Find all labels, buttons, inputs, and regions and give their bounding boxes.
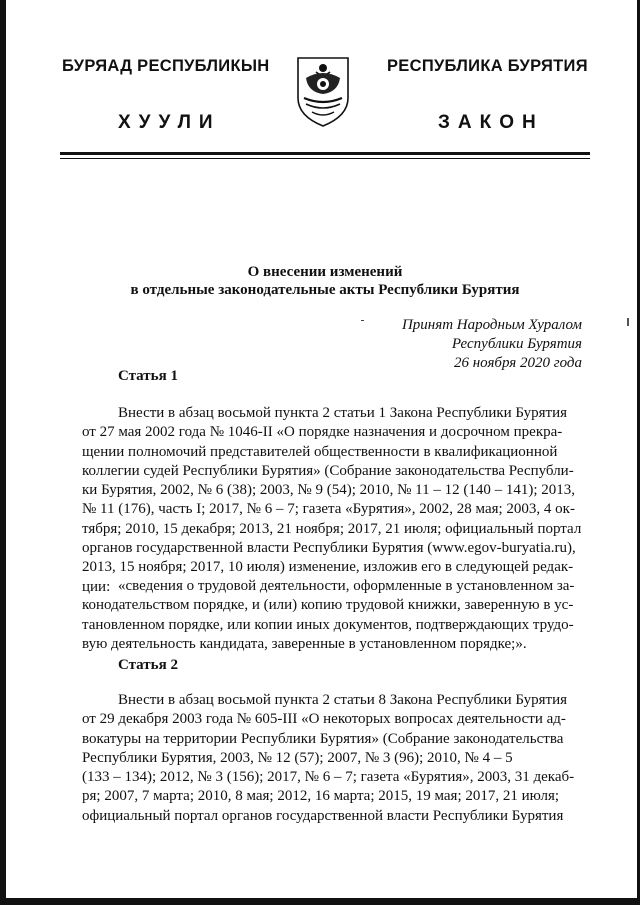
text-line: ря; 2007, 7 марта; 2010, 8 мая; 2012, 16 марта; 2015, 19 мая; 2017, 21 июля; xyxy=(82,788,560,805)
text-line: № 11 (176), часть I; 2017, № 6 – 7; газета «Бурятия», 2002, 28 мая; 2003, 4 ок- xyxy=(82,501,575,518)
header-buryat-law: ХУУЛИ xyxy=(118,112,221,133)
text-line: щении полномочий представителей общественности в квалификационной xyxy=(82,443,558,460)
text-line: (133 – 134); 2012, № 3 (156); 2017, № 6 – 7; газета «Бурятия», 2003, 31 декаб- xyxy=(82,769,575,786)
text-line: официальный портал органов государственной власти Республики Бурятия xyxy=(82,807,564,824)
text-line: от 27 мая 2002 года № 1046-II «О порядке назначения и досрочном прекра- xyxy=(82,424,563,441)
header-rule-thin xyxy=(60,158,590,159)
coat-of-arms-emblem xyxy=(294,54,352,128)
scan-mark xyxy=(361,320,364,321)
text-line: от 29 декабря 2003 года № 605-III «О некоторых вопросах деятельности ад- xyxy=(82,711,566,728)
article-1-paragraph-2 xyxy=(82,577,588,654)
law-title-line: О внесении изменений xyxy=(247,264,403,280)
article-2-paragraph-1 xyxy=(82,691,588,826)
text-line: тановленном порядке, или копии иных документов, подтверждающих трудо- xyxy=(82,616,574,633)
adoption-note-line: Принят Народным Хуралом xyxy=(401,317,582,333)
scan-mark xyxy=(627,318,629,326)
text-line: тября; 2010, 15 декабря; 2013, 21 ноября; 2017, 21 июля; официальный портал xyxy=(82,520,582,537)
adoption-note-line: Республики Бурятия xyxy=(451,336,582,352)
header-russian-law: ЗАКОН xyxy=(438,112,544,133)
text-line: органов государственной власти Республики Бурятия (www.egov-buryatia.ru), xyxy=(82,540,576,557)
text-line: 2013, 15 ноября; 2017, 10 июля) изменение, изложив его в следующей редак- xyxy=(82,559,574,576)
article-2-heading: Статья 2 xyxy=(118,657,178,673)
header-rule-thick xyxy=(60,152,590,155)
scan-edge-bottom xyxy=(0,898,640,905)
text-line: Республики Бурятия, 2003, № 12 (57); 2007, № 3 (96); 2010, № 4 – 5 xyxy=(82,749,513,766)
adoption-note xyxy=(402,316,582,373)
header-buryat-republic: БУРЯАД РЕСПУБЛИКЫН xyxy=(62,57,270,75)
text-line: Внести в абзац восьмой пункта 2 статьи 8 Закона Республики Бурятия xyxy=(118,692,568,708)
text-line: Внести в абзац восьмой пункта 2 статьи 1 Закона Республики Бурятия xyxy=(118,405,568,421)
text-line: вую деятельность кандидата, заверенные в установленном порядке;». xyxy=(82,635,527,652)
law-title-line: в отдельные законодательные акты Республики Бурятия xyxy=(130,282,520,298)
adoption-date: 26 ноября 2020 года xyxy=(453,355,582,371)
scan-edge-left xyxy=(0,0,6,905)
text-line: ции: xyxy=(82,578,111,595)
law-title xyxy=(60,263,590,299)
text-line: «сведения о трудовой деятельности, оформленные в установленном за- xyxy=(118,578,575,594)
text-line: вокатуры на территории Республики Бурятия» (Собрание законодательства xyxy=(82,730,564,747)
text-line: конодательством порядке, и (или) копию трудовой книжки, заверенную в ус- xyxy=(82,597,574,614)
article-1-paragraph-1 xyxy=(82,404,588,597)
article-1-heading: Статья 1 xyxy=(118,368,178,384)
header-russian-republic: РЕСПУБЛИКА БУРЯТИЯ xyxy=(387,57,588,75)
text-line: коллегии судей Республики Бурятия» (Собрание законодательства Республи- xyxy=(82,462,574,479)
text-line: ки Бурятия, 2002, № 6 (38); 2003, № 9 (54); 2010, № 11 – 12 (140 – 141); 2013, xyxy=(82,482,576,499)
